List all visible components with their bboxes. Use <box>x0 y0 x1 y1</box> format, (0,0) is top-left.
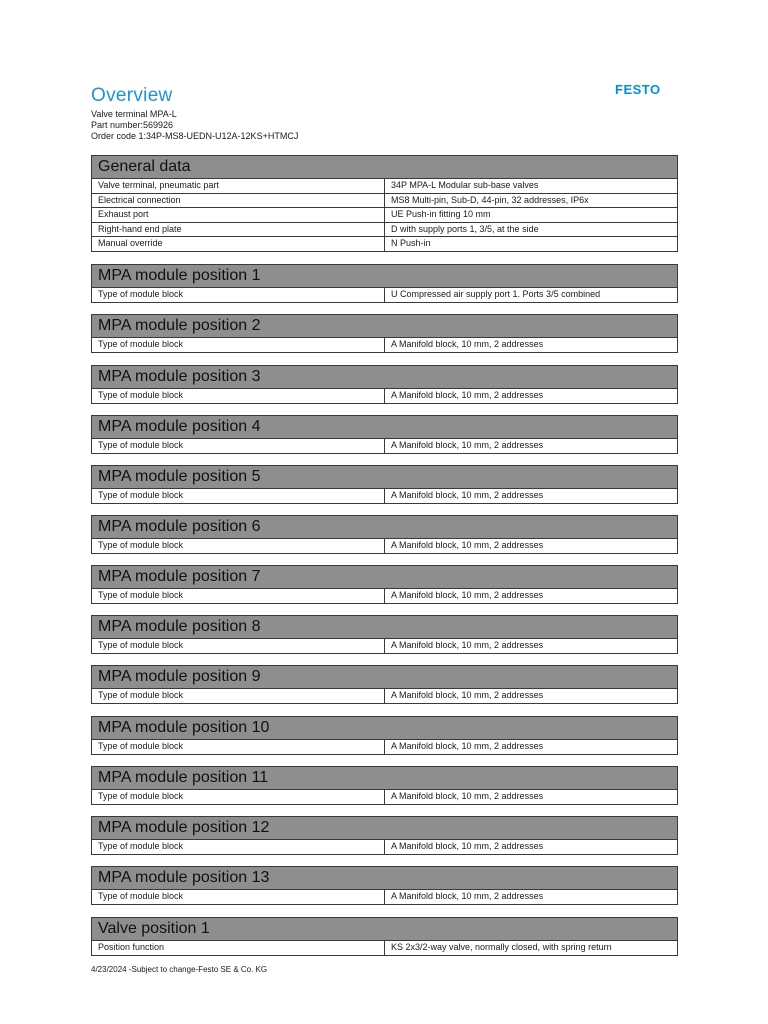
section-title: MPA module position 11 <box>91 766 678 790</box>
spec-section <box>91 615 678 654</box>
spec-section <box>91 264 678 303</box>
row-value: A Manifold block, 10 mm, 2 addresses <box>391 891 544 901</box>
table-row <box>91 941 678 956</box>
section-title: MPA module position 3 <box>91 365 678 389</box>
section-title: MPA module position 8 <box>91 615 678 639</box>
table-row <box>91 389 678 404</box>
table-row <box>91 208 678 223</box>
section-title: MPA module position 6 <box>91 515 678 539</box>
row-value: A Manifold block, 10 mm, 2 addresses <box>391 390 544 400</box>
row-value: A Manifold block, 10 mm, 2 addresses <box>391 339 544 349</box>
row-value: 34P MPA-L Modular sub-base valves <box>391 180 539 190</box>
row-label: Type of module block <box>92 790 385 804</box>
table-row <box>91 639 678 654</box>
table-row <box>91 740 678 755</box>
spec-section <box>91 917 678 956</box>
festo-logo: FESTO <box>615 82 661 97</box>
row-label: Electrical connection <box>92 194 385 208</box>
row-label: Exhaust port <box>92 208 385 222</box>
row-value: A Manifold block, 10 mm, 2 addresses <box>391 690 544 700</box>
table-row <box>91 790 678 805</box>
section-title: MPA module position 2 <box>91 314 678 338</box>
table-row <box>91 179 678 194</box>
row-label: Position function <box>92 941 385 955</box>
row-label: Type of module block <box>92 539 385 553</box>
row-label: Type of module block <box>92 439 385 453</box>
document-meta <box>91 109 298 142</box>
section-title: MPA module position 13 <box>91 866 678 890</box>
row-value: A Manifold block, 10 mm, 2 addresses <box>391 490 544 500</box>
row-value: U Compressed air supply port 1. Ports 3/5 combined <box>391 289 601 299</box>
spec-section <box>91 866 678 905</box>
spec-section <box>91 716 678 755</box>
row-label: Type of module block <box>92 389 385 403</box>
product-name: Valve terminal MPA-L <box>91 109 177 119</box>
row-label: Type of module block <box>92 288 385 302</box>
row-value: KS 2x3/2-way valve, normally closed, with spring return <box>391 942 612 952</box>
part-number: Part number:569926 <box>91 120 174 130</box>
row-value: A Manifold block, 10 mm, 2 addresses <box>391 791 544 801</box>
table-row <box>91 589 678 604</box>
spec-section <box>91 314 678 353</box>
table-row <box>91 338 678 353</box>
row-value: A Manifold block, 10 mm, 2 addresses <box>391 640 544 650</box>
section-title: MPA module position 5 <box>91 465 678 489</box>
row-label: Type of module block <box>92 840 385 854</box>
row-label: Right-hand end plate <box>92 223 385 237</box>
row-value: D with supply ports 1, 3/5, at the side <box>391 223 539 234</box>
row-label: Type of module block <box>92 689 385 703</box>
spec-section <box>91 766 678 805</box>
row-label: Manual override <box>92 237 385 251</box>
spec-section <box>91 365 678 404</box>
row-label: Valve terminal, pneumatic part <box>92 179 385 193</box>
row-value: A Manifold block, 10 mm, 2 addresses <box>391 590 544 600</box>
spec-section <box>91 565 678 604</box>
section-title: MPA module position 12 <box>91 816 678 840</box>
spec-section <box>91 155 678 252</box>
table-row <box>91 194 678 209</box>
row-label: Type of module block <box>92 740 385 754</box>
order-code: Order code 1:34P-MS8-UEDN-U12A-12KS+HTMCJ <box>91 131 299 141</box>
row-value: A Manifold block, 10 mm, 2 addresses <box>391 540 544 550</box>
section-title: General data <box>91 155 678 179</box>
spec-section <box>91 515 678 554</box>
section-title: MPA module position 1 <box>91 264 678 288</box>
table-row <box>91 439 678 454</box>
row-label: Type of module block <box>92 489 385 503</box>
section-title: MPA module position 9 <box>91 665 678 689</box>
table-row <box>91 539 678 554</box>
spec-section <box>91 665 678 704</box>
row-label: Type of module block <box>92 890 385 904</box>
table-row <box>91 237 678 252</box>
row-label: Type of module block <box>92 589 385 603</box>
row-value: A Manifold block, 10 mm, 2 addresses <box>391 440 544 450</box>
table-row <box>91 288 678 303</box>
page-footer: 4/23/2024 -Subject to change-Festo SE & Co. KG <box>91 965 268 974</box>
row-label: Type of module block <box>92 639 385 653</box>
table-row <box>91 489 678 504</box>
spec-section <box>91 816 678 855</box>
section-title: MPA module position 10 <box>91 716 678 740</box>
table-row <box>91 223 678 238</box>
table-row <box>91 840 678 855</box>
row-label: Type of module block <box>92 338 385 352</box>
row-value: A Manifold block, 10 mm, 2 addresses <box>391 841 544 851</box>
table-row <box>91 890 678 905</box>
row-value: N Push-in <box>391 238 431 249</box>
row-value: A Manifold block, 10 mm, 2 addresses <box>391 741 544 751</box>
row-value: UE Push-in fitting 10 mm <box>391 209 491 220</box>
spec-section <box>91 465 678 504</box>
row-value: MS8 Multi-pin, Sub-D, 44-pin, 32 addresses, IP6x <box>391 194 589 205</box>
section-title: Valve position 1 <box>91 917 678 941</box>
table-row <box>91 689 678 704</box>
page-title: Overview <box>91 85 173 106</box>
section-title: MPA module position 7 <box>91 565 678 589</box>
spec-section <box>91 415 678 454</box>
section-title: MPA module position 4 <box>91 415 678 439</box>
